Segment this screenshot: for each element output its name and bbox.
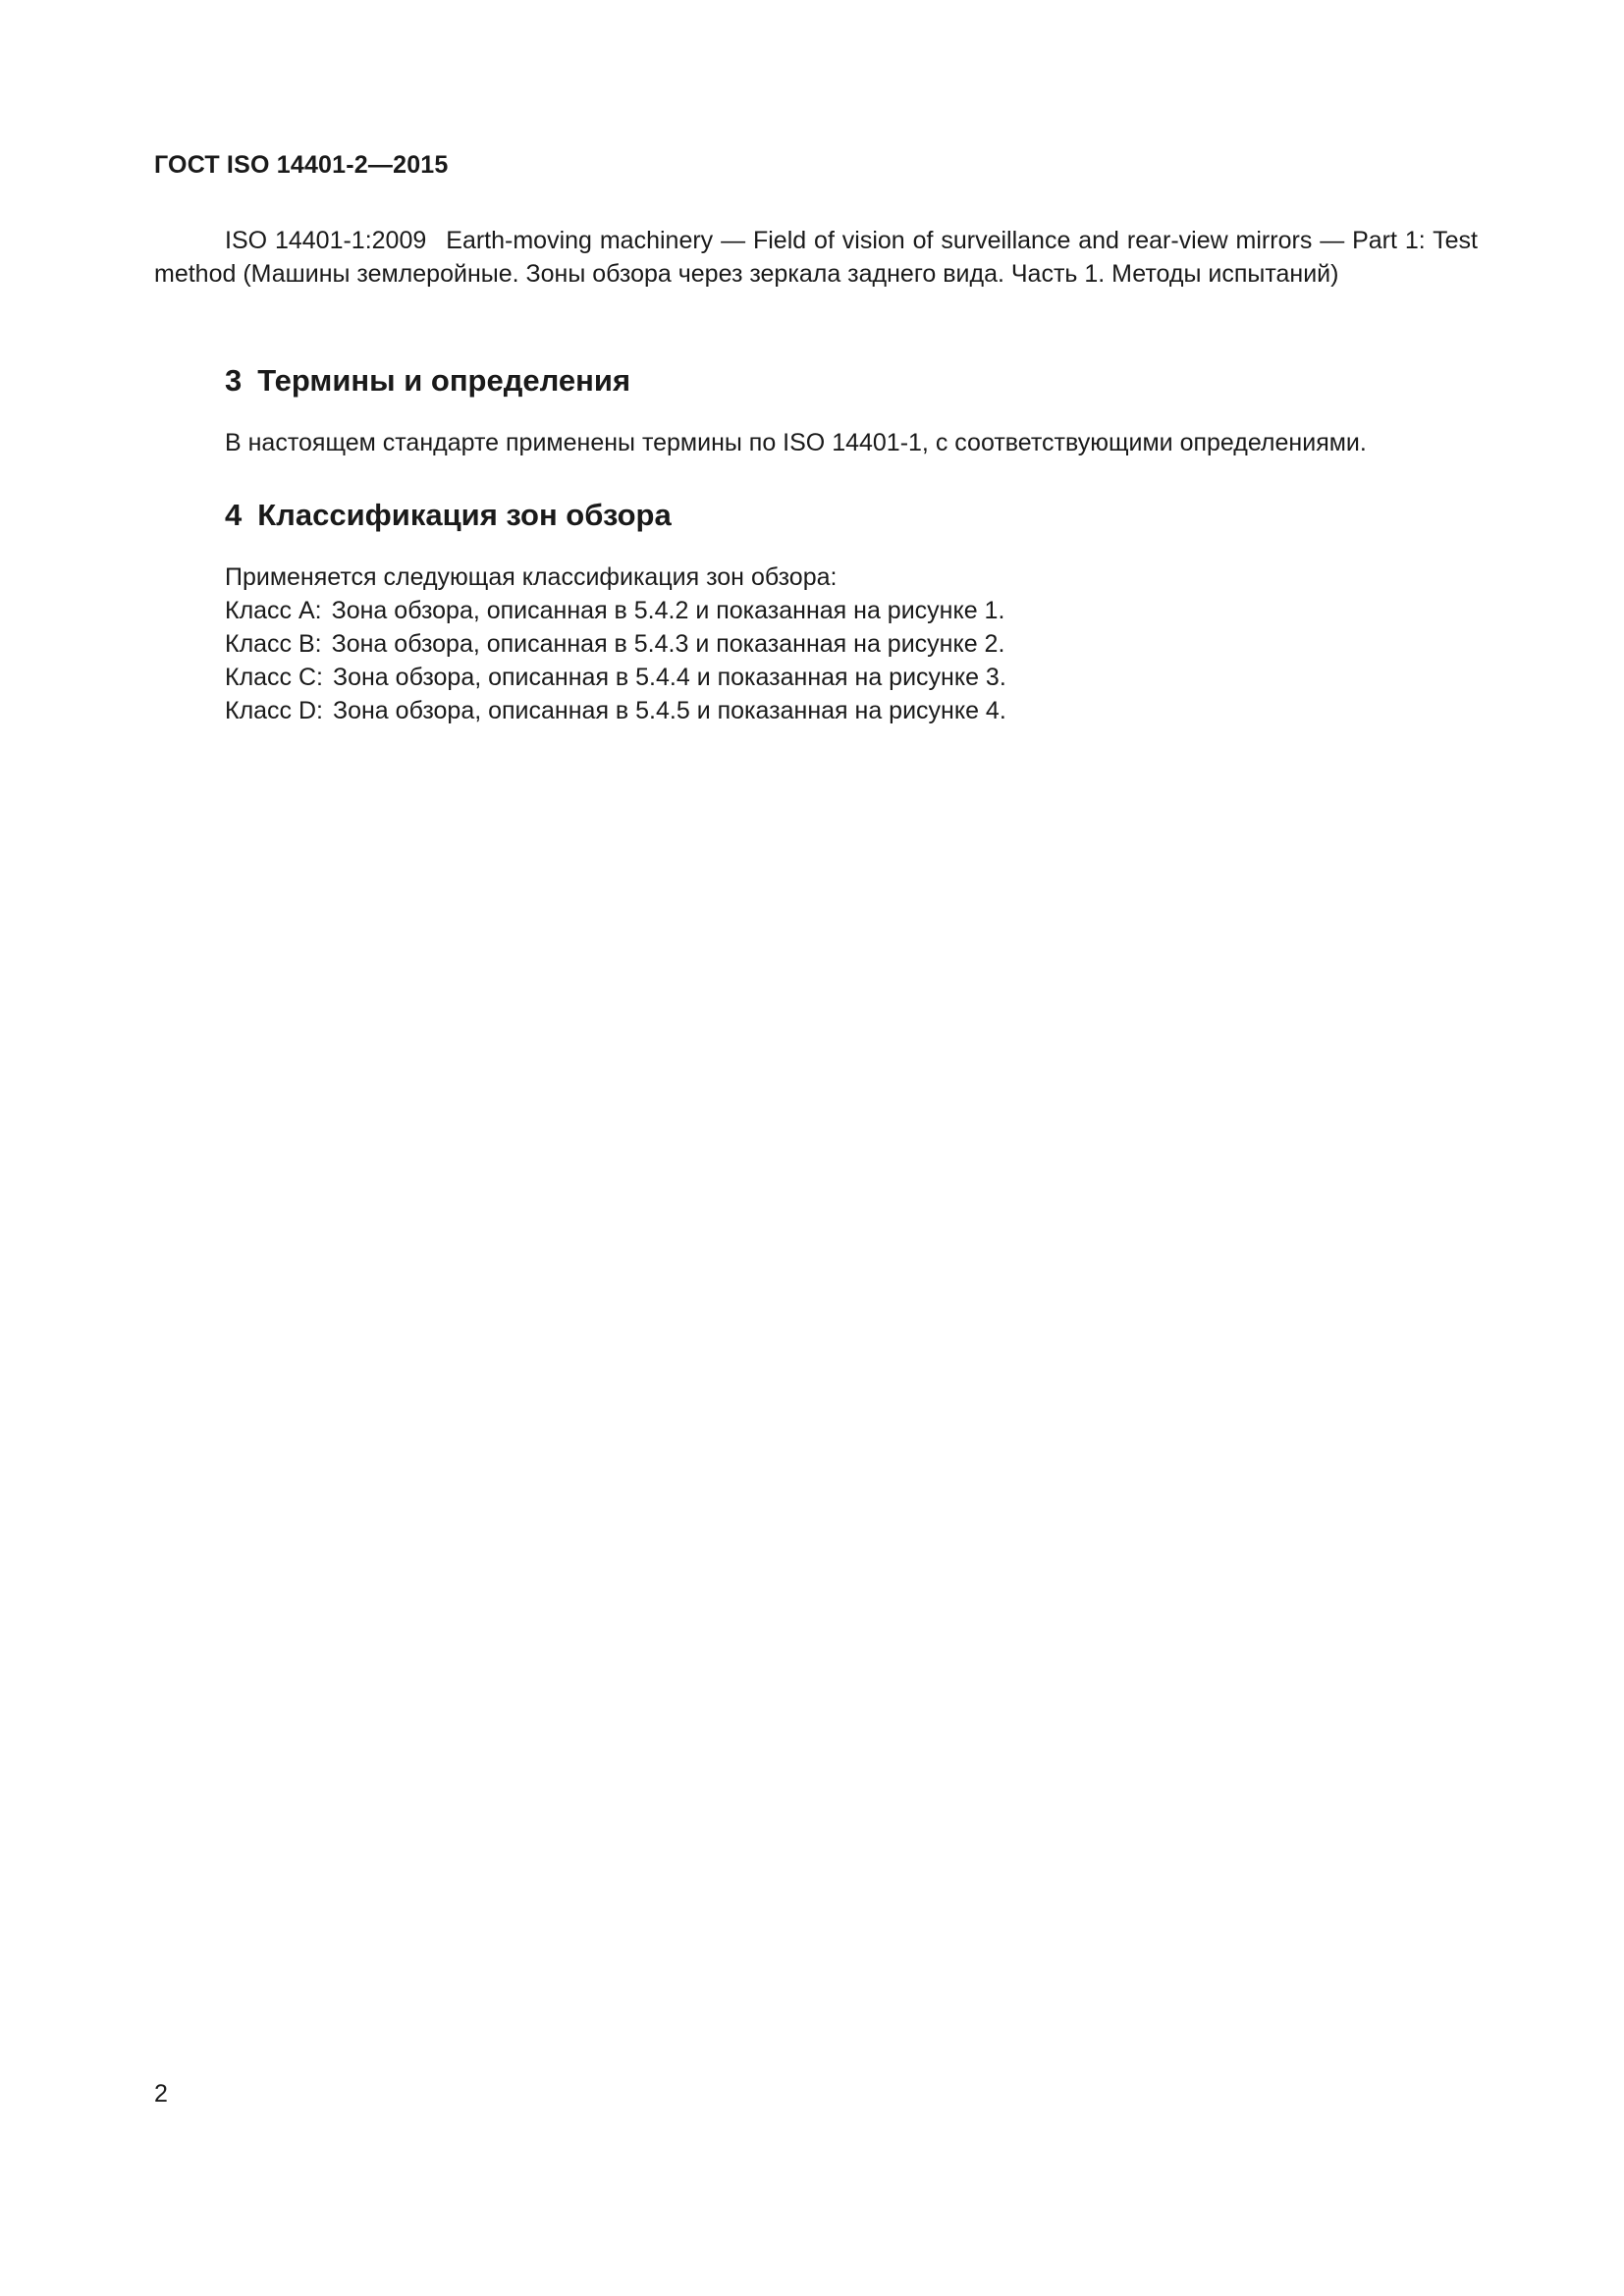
- reference-title: Earth-moving machinery — Field of vision of surveillance and rear-view mirrors — Part 1: Test method (Машины землеройные. Зоны обзора через зеркала заднего вида. Часть 1. Методы испытаний): [154, 227, 1478, 288]
- section-3-heading: [225, 363, 630, 399]
- reference-code: ISO 14401-1:2009: [225, 227, 427, 254]
- class-description: Зона обзора, описанная в 5.4.4 и показанная на рисунке 3.: [333, 664, 1006, 691]
- list-item: [225, 627, 1006, 661]
- class-description: Зона обзора, описанная в 5.4.3 и показанная на рисунке 2.: [331, 630, 1005, 658]
- section-4-number: 4: [225, 498, 243, 532]
- class-label: Класс D:: [225, 697, 323, 724]
- page-number: 2: [154, 2080, 168, 2108]
- list-item: [225, 694, 1006, 727]
- section-4-intro: Применяется следующая классификация зон обзора:: [225, 563, 838, 591]
- class-label: Класс A:: [225, 597, 322, 624]
- classification-list: [225, 594, 1006, 727]
- section-3-text: В настоящем стандарте применены термины по ISO 14401-1, с соответствующими определениями.: [225, 429, 1367, 456]
- section-3-title: Термины и определения: [257, 363, 631, 398]
- class-label: Класс C:: [225, 664, 323, 691]
- class-description: Зона обзора, описанная в 5.4.2 и показанная на рисунке 1.: [331, 597, 1005, 624]
- class-description: Зона обзора, описанная в 5.4.5 и показанная на рисунке 4.: [333, 697, 1006, 724]
- section-3-number: 3: [225, 363, 243, 398]
- section-4-title: Классификация зон обзора: [257, 498, 672, 532]
- normative-reference-entry: [154, 224, 1478, 291]
- class-label: Класс B:: [225, 630, 322, 658]
- list-item: [225, 661, 1006, 694]
- list-item: [225, 594, 1006, 627]
- section-4-heading: [225, 498, 672, 533]
- document-code-header: ГОСТ ISO 14401-2—2015: [154, 151, 449, 179]
